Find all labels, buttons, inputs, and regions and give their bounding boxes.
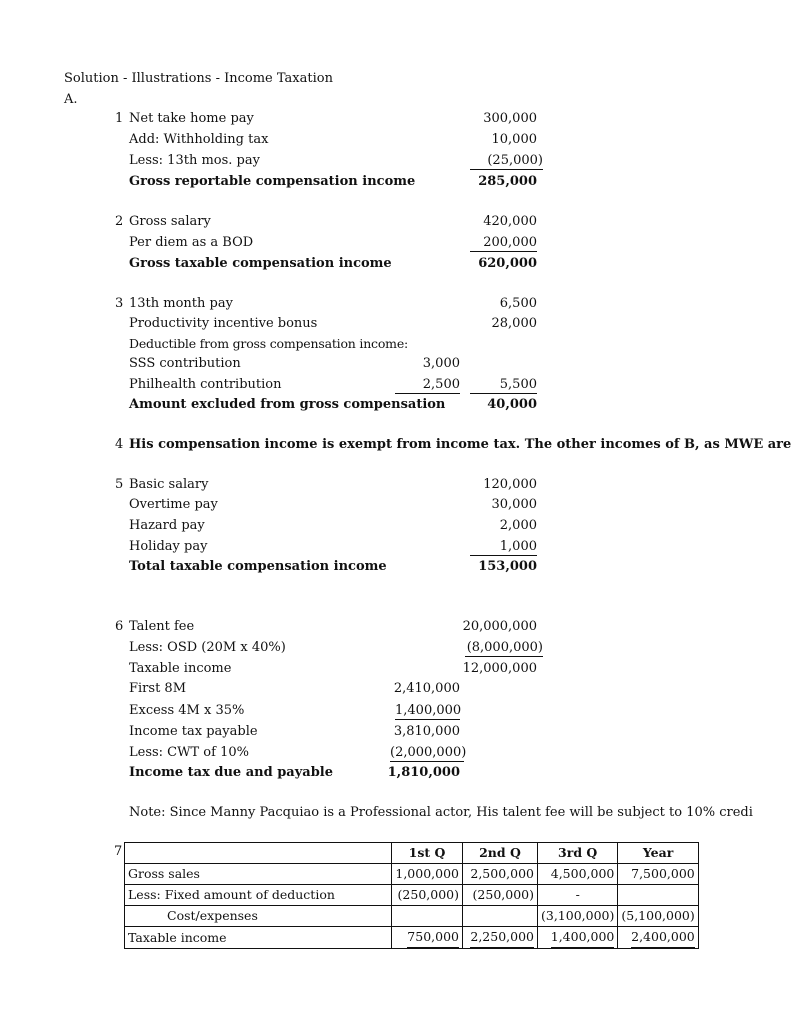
tax-payable-value: 3,810,000 <box>393 724 460 739</box>
table-cell: 2,400,000 <box>631 927 695 948</box>
row-value: (25,000) <box>470 153 543 170</box>
total-value: 620,000 <box>478 256 537 271</box>
table-cell: 1,400,000 <box>551 927 615 948</box>
deduction-heading: Deductible from gross compensation income: <box>129 336 409 351</box>
total-value: 285,000 <box>478 174 537 189</box>
table-cell <box>392 906 463 927</box>
osd-value: (8,000,000) <box>466 640 543 655</box>
table-cell: - <box>538 885 618 906</box>
problem-number: 3 <box>115 296 124 311</box>
row-label: Less: 13th mos. pay <box>129 153 260 168</box>
sss-label: SSS contribution <box>129 356 241 371</box>
row-label: Net take home pay <box>129 111 254 126</box>
row-label: Gross sales <box>125 864 392 885</box>
total-label: Total taxable compensation income <box>129 559 387 574</box>
row-value: 2,000 <box>499 518 537 533</box>
table-cell: (250,000) <box>392 885 463 906</box>
header-cell: 1st Q <box>392 843 463 864</box>
table-cell: (250,000) <box>463 885 538 906</box>
row-value: 6,500 <box>499 296 537 311</box>
total-label: Gross reportable compensation income <box>129 174 416 189</box>
problem-number: 7 <box>114 844 123 859</box>
row-value: 120,000 <box>483 477 537 492</box>
row-label: Hazard pay <box>129 518 205 533</box>
problem-number: 6 <box>115 619 124 634</box>
table-cell: 4,500,000 <box>538 864 618 885</box>
row-label: 13th month pay <box>129 296 233 311</box>
total-label: Gross taxable compensation income <box>129 256 392 271</box>
exemption-statement: His compensation income is exempt from income tax. The other incomes of B, as MWE are <box>129 437 791 452</box>
tax-due-label: Income tax due and payable <box>129 765 333 780</box>
table-cell: 7,500,000 <box>618 864 698 885</box>
row-label: Basic salary <box>129 477 209 492</box>
total-value: 153,000 <box>478 559 537 574</box>
table-cell: 2,500,000 <box>463 864 538 885</box>
cwt-value: (2,000,000) <box>390 745 467 760</box>
talent-fee-label: Talent fee <box>129 619 195 634</box>
osd-label: Less: OSD (20M x 40%) <box>129 640 286 655</box>
table-cell: (5,100,000) <box>618 906 698 927</box>
problem-number: 5 <box>115 477 124 492</box>
table-cell: 1,000,000 <box>392 864 463 885</box>
talent-fee-value: 20,000,000 <box>462 619 537 634</box>
document-title: Solution - Illustrations - Income Taxation <box>64 71 333 86</box>
row-value: 200,000 <box>470 235 537 252</box>
row-value: 30,000 <box>491 497 537 512</box>
taxable-income-value: 12,000,000 <box>462 661 537 676</box>
total-label: Amount excluded from gross compensation <box>129 397 446 412</box>
row-label: Holiday pay <box>129 539 208 554</box>
table-header-row <box>125 843 699 864</box>
problem-number: 2 <box>115 214 124 229</box>
taxable-income-label: Taxable income <box>129 661 232 676</box>
table-row <box>125 864 699 885</box>
philhealth-label: Philhealth contribution <box>129 377 282 392</box>
row-label: Cost/expenses <box>125 906 392 927</box>
row-label: Productivity incentive bonus <box>129 316 318 331</box>
row-label: Add: Withholding tax <box>129 132 269 147</box>
row-value: 10,000 <box>491 132 537 147</box>
tax-payable-label: Income tax payable <box>129 724 258 739</box>
philhealth-value: 2,500 <box>395 377 460 394</box>
row-label: Less: Fixed amount of deduction <box>125 885 392 906</box>
section-label: A. <box>64 92 78 107</box>
row-value: 300,000 <box>483 111 537 126</box>
row-label: Gross salary <box>129 214 211 229</box>
row-label: Per diem as a BOD <box>129 235 254 250</box>
header-cell <box>125 843 392 864</box>
table-row <box>125 885 699 906</box>
sss-value: 3,000 <box>422 356 460 371</box>
problem-number: 1 <box>115 111 124 126</box>
excess-value: 1,400,000 <box>395 703 462 718</box>
quarterly-tax-table <box>124 842 699 949</box>
table-cell: 750,000 <box>407 927 459 948</box>
row-value: 28,000 <box>491 316 537 331</box>
table-cell: 2,250,000 <box>470 927 534 948</box>
header-cell: 3rd Q <box>538 843 618 864</box>
header-cell: 2nd Q <box>463 843 538 864</box>
note-text: Note: Since Manny Pacquiao is a Professional actor, His talent fee will be subject to 10% credi <box>129 805 753 820</box>
tax-due-value: 1,810,000 <box>387 765 460 780</box>
table-cell: (3,100,000) <box>538 906 618 927</box>
deduction-total: 5,500 <box>470 377 537 394</box>
header-cell: Year <box>618 843 698 864</box>
row-label: Taxable income <box>125 927 392 949</box>
table-cell <box>463 906 538 927</box>
row-value: 1,000 <box>470 539 537 556</box>
row-label: Overtime pay <box>129 497 218 512</box>
table-cell <box>618 885 698 906</box>
table-row <box>125 927 699 949</box>
row-value: 420,000 <box>483 214 537 229</box>
problem-number: 4 <box>115 437 124 452</box>
first-bracket-label: First 8M <box>129 681 187 696</box>
table-row <box>125 906 699 927</box>
excess-label: Excess 4M x 35% <box>129 703 245 718</box>
first-bracket-value: 2,410,000 <box>393 681 460 696</box>
cwt-label: Less: CWT of 10% <box>129 745 249 760</box>
total-value: 40,000 <box>487 397 537 412</box>
